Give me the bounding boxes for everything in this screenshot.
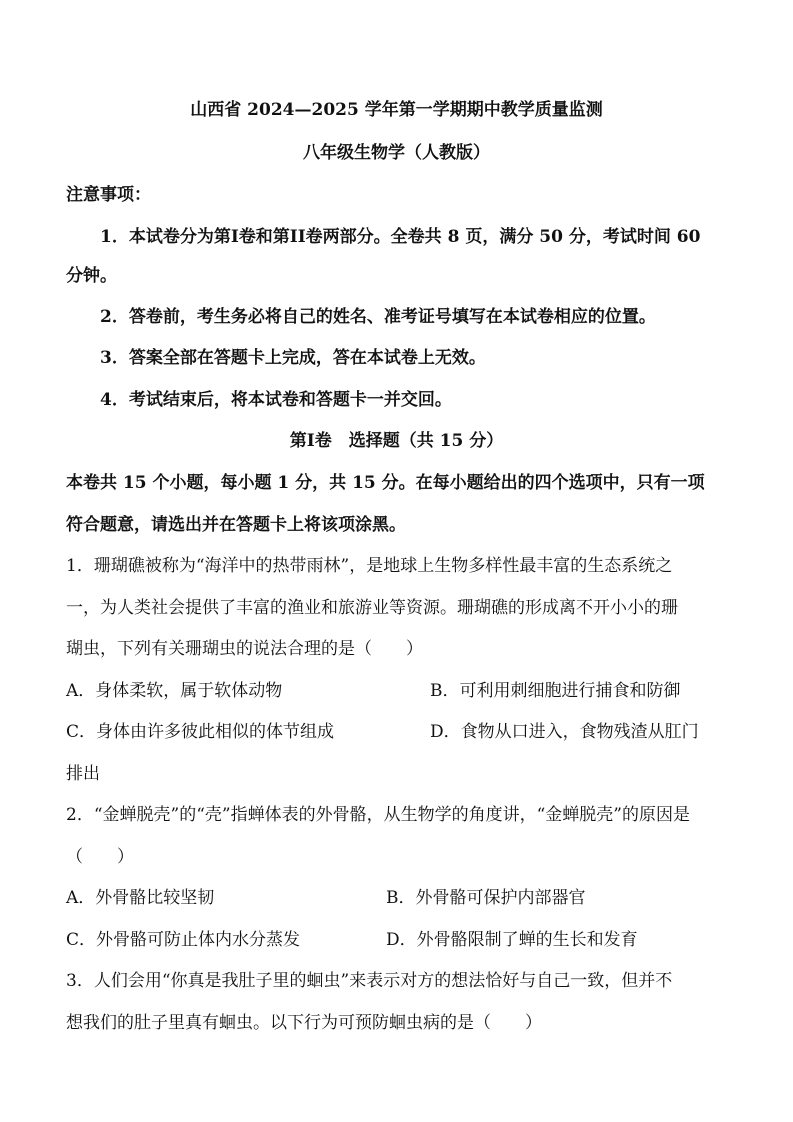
question-1-option-a: A．身体柔软，属于软体动物 [66,681,283,701]
section-title: 第I卷 选择题（共 15 分） [289,431,504,451]
question-2-option-d: D．外骨骼限制了蝉的生长和发育 [386,930,638,950]
section-instructions-1: 本卷共 15 个小题，每小题 1 分，共 15 分。在每小题给出的四个选项中，只有一项 [66,473,705,493]
question-1-stem-line-3: 瑚虫，下列有关珊瑚虫的说法合理的是（ ） [66,639,423,659]
notice-heading: 注意事项： [66,185,151,205]
notice-item-4: 4．考试结束后，将本试卷和答题卡一并交回。 [100,390,452,410]
question-2-option-b: B．外骨骼可保护内部器官 [386,888,586,908]
question-1-option-c: C．身体由许多彼此相似的体节组成 [66,722,335,742]
exam-title: 山西省 2024—2025 学年第一学期期中教学质量监测 [190,100,603,120]
question-3-stem-line-2: 想我们的肚子里真有蛔虫。以下行为可预防蛔虫病的是（ ） [66,1013,542,1033]
question-2-option-c: C．外骨骼可防止体内水分蒸发 [66,930,301,950]
section-instructions-2: 符合题意，请选出并在答题卡上将该项涂黑。 [66,515,406,535]
exam-subtitle: 八年级生物学（人教版） [303,143,490,163]
question-3-stem-line-1: 3．人们会用“你真是我肚子里的蛔虫”来表示对方的想法恰好与自己一致，但并不 [66,971,673,991]
question-1-option-b: B．可利用刺细胞进行捕食和防御 [430,681,681,701]
question-1-stem-line-2: 一，为人类社会提供了丰富的渔业和旅游业等资源。珊瑚礁的形成离不开小小的珊 [66,598,678,618]
question-2-stem-line-2: （ ） [66,847,134,867]
notice-item-1: 1．本试卷分为第I卷和第II卷两部分。全卷共 8 页，满分 50 分，考试时间 60 [100,227,701,247]
question-2-stem-line-1: 2．“金蝉脱壳”的“壳”指蝉体表的外骨骼，从生物学的角度讲，“金蝉脱壳”的原因是 [66,805,690,825]
question-1-option-d-cont: 排出 [66,764,100,784]
notice-item-2: 2．答卷前，考生务必将自己的姓名、准考证号填写在本试卷相应的位置。 [100,307,656,327]
notice-item-3: 3．答案全部在答题卡上完成，答在本试卷上无效。 [100,348,486,368]
question-2-option-a: A．外骨骼比较坚韧 [66,888,215,908]
notice-item-1-cont: 分钟。 [66,266,117,286]
question-1-stem-line-1: 1．珊瑚礁被称为“海洋中的热带雨林”，是地球上生物多样性最丰富的生态系统之 [66,556,673,576]
question-1-option-d: D．食物从口进入，食物残渣从肛门 [430,722,699,742]
